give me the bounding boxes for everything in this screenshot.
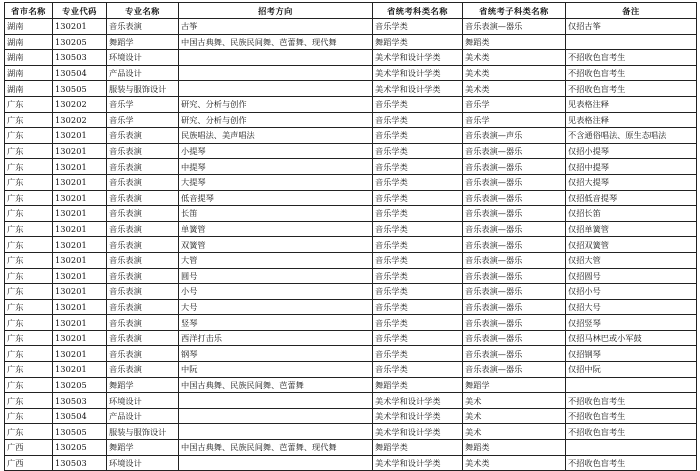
cell-major-name: 音乐表演 xyxy=(107,19,179,35)
cell-remarks: 不招收色盲考生 xyxy=(566,393,697,409)
cell-exam-category: 舞蹈学类 xyxy=(373,377,463,393)
cell-major-code: 130201 xyxy=(53,174,107,190)
cell-exam-category: 音乐学类 xyxy=(373,19,463,35)
cell-exam-subcategory: 音乐表演—器乐 xyxy=(463,206,566,222)
table-body xyxy=(5,19,697,471)
cell-direction: 研究、分析与创作 xyxy=(179,96,373,112)
cell-direction xyxy=(179,408,373,424)
table-row xyxy=(5,190,697,206)
cell-province: 广西 xyxy=(5,440,53,456)
cell-exam-subcategory: 舞蹈类 xyxy=(463,34,566,50)
cell-remarks xyxy=(566,440,697,456)
cell-major-code: 130201 xyxy=(53,221,107,237)
table-row xyxy=(5,455,697,471)
cell-exam-subcategory: 美术类 xyxy=(463,50,566,66)
cell-exam-category: 美术学和设计学类 xyxy=(373,408,463,424)
cell-direction: 中提琴 xyxy=(179,159,373,175)
cell-exam-category: 音乐学类 xyxy=(373,315,463,331)
cell-major-code: 130201 xyxy=(53,128,107,144)
table-row xyxy=(5,128,697,144)
cell-exam-subcategory: 音乐表演—声乐 xyxy=(463,128,566,144)
cell-direction xyxy=(179,65,373,81)
cell-exam-subcategory: 音乐表演—器乐 xyxy=(463,268,566,284)
cell-exam-subcategory: 舞蹈学 xyxy=(463,377,566,393)
cell-major-name: 音乐表演 xyxy=(107,159,179,175)
table-row xyxy=(5,143,697,159)
cell-exam-category: 音乐学类 xyxy=(373,128,463,144)
cell-major-name: 音乐表演 xyxy=(107,268,179,284)
cell-province: 广西 xyxy=(5,455,53,471)
admission-table xyxy=(4,2,697,471)
cell-major-code: 130503 xyxy=(53,393,107,409)
cell-direction: 单簧管 xyxy=(179,221,373,237)
cell-major-code: 130201 xyxy=(53,237,107,253)
cell-province: 广东 xyxy=(5,299,53,315)
cell-remarks: 不招收色盲考生 xyxy=(566,81,697,97)
cell-exam-subcategory: 舞蹈类 xyxy=(463,440,566,456)
cell-province: 广东 xyxy=(5,284,53,300)
cell-province: 广东 xyxy=(5,315,53,331)
cell-direction: 中国古典舞、民族民间舞、芭蕾舞、现代舞 xyxy=(179,34,373,50)
cell-remarks xyxy=(566,34,697,50)
cell-major-code: 130201 xyxy=(53,206,107,222)
cell-exam-subcategory: 音乐学 xyxy=(463,96,566,112)
cell-exam-subcategory: 美术 xyxy=(463,408,566,424)
cell-major-code: 130205 xyxy=(53,34,107,50)
cell-exam-category: 音乐学类 xyxy=(373,112,463,128)
cell-major-name: 音乐表演 xyxy=(107,362,179,378)
cell-major-code: 130504 xyxy=(53,408,107,424)
cell-major-name: 音乐表演 xyxy=(107,128,179,144)
cell-direction: 中阮 xyxy=(179,362,373,378)
cell-exam-category: 美术学和设计学类 xyxy=(373,65,463,81)
cell-remarks: 不招收色盲考生 xyxy=(566,65,697,81)
cell-direction: 民族唱法、美声唱法 xyxy=(179,128,373,144)
cell-remarks: 仅招双簧管 xyxy=(566,237,697,253)
cell-exam-subcategory: 美术类 xyxy=(463,455,566,471)
cell-exam-subcategory: 音乐学 xyxy=(463,112,566,128)
header-remarks: 备注 xyxy=(566,3,697,19)
cell-province: 广东 xyxy=(5,128,53,144)
header-exam-category: 省统考科类名称 xyxy=(373,3,463,19)
cell-major-name: 环境设计 xyxy=(107,455,179,471)
cell-major-code: 130201 xyxy=(53,190,107,206)
cell-exam-category: 音乐学类 xyxy=(373,237,463,253)
cell-major-code: 130201 xyxy=(53,330,107,346)
table-row xyxy=(5,440,697,456)
table-row xyxy=(5,159,697,175)
document-page xyxy=(4,2,696,468)
cell-exam-subcategory: 音乐表演—器乐 xyxy=(463,284,566,300)
cell-exam-category: 音乐学类 xyxy=(373,221,463,237)
cell-remarks: 不含通俗唱法、原生态唱法 xyxy=(566,128,697,144)
cell-exam-category: 音乐学类 xyxy=(373,362,463,378)
cell-major-code: 130504 xyxy=(53,65,107,81)
cell-province: 广东 xyxy=(5,174,53,190)
cell-major-name: 音乐表演 xyxy=(107,346,179,362)
cell-direction: 圆号 xyxy=(179,268,373,284)
cell-exam-category: 音乐学类 xyxy=(373,143,463,159)
cell-major-code: 130201 xyxy=(53,299,107,315)
cell-exam-subcategory: 音乐表演—器乐 xyxy=(463,159,566,175)
cell-major-code: 130201 xyxy=(53,362,107,378)
cell-direction xyxy=(179,81,373,97)
cell-direction xyxy=(179,424,373,440)
cell-remarks: 仅招中阮 xyxy=(566,362,697,378)
cell-major-name: 产品设计 xyxy=(107,65,179,81)
cell-exam-subcategory: 美术类 xyxy=(463,65,566,81)
cell-exam-subcategory: 音乐表演—器乐 xyxy=(463,19,566,35)
table-row xyxy=(5,50,697,66)
cell-remarks: 不招收色盲考生 xyxy=(566,408,697,424)
cell-province: 广东 xyxy=(5,159,53,175)
table-header-row xyxy=(5,3,697,19)
cell-major-code: 130205 xyxy=(53,440,107,456)
table-row xyxy=(5,393,697,409)
header-exam-subcategory: 省统考子科类名称 xyxy=(463,3,566,19)
cell-major-code: 130503 xyxy=(53,50,107,66)
table-row xyxy=(5,346,697,362)
cell-exam-subcategory: 音乐表演—器乐 xyxy=(463,237,566,253)
table-row xyxy=(5,408,697,424)
cell-major-name: 音乐表演 xyxy=(107,315,179,331)
cell-remarks xyxy=(566,377,697,393)
cell-exam-category: 音乐学类 xyxy=(373,190,463,206)
table-row xyxy=(5,424,697,440)
header-major-code: 专业代码 xyxy=(53,3,107,19)
cell-major-name: 服装与服饰设计 xyxy=(107,424,179,440)
cell-exam-category: 美术学和设计学类 xyxy=(373,424,463,440)
cell-exam-subcategory: 美术 xyxy=(463,393,566,409)
cell-major-name: 音乐表演 xyxy=(107,330,179,346)
cell-province: 湖南 xyxy=(5,50,53,66)
cell-major-name: 环境设计 xyxy=(107,50,179,66)
cell-direction: 小提琴 xyxy=(179,143,373,159)
cell-major-name: 服装与服饰设计 xyxy=(107,81,179,97)
table-row xyxy=(5,221,697,237)
cell-major-name: 音乐表演 xyxy=(107,190,179,206)
cell-exam-category: 音乐学类 xyxy=(373,174,463,190)
cell-major-code: 130201 xyxy=(53,315,107,331)
cell-major-name: 音乐表演 xyxy=(107,284,179,300)
cell-major-name: 音乐表演 xyxy=(107,174,179,190)
cell-major-name: 音乐表演 xyxy=(107,206,179,222)
cell-remarks: 仅招大号 xyxy=(566,299,697,315)
cell-exam-category: 美术学和设计学类 xyxy=(373,81,463,97)
cell-direction: 钢琴 xyxy=(179,346,373,362)
cell-direction: 西洋打击乐 xyxy=(179,330,373,346)
cell-major-code: 130503 xyxy=(53,455,107,471)
cell-major-code: 130201 xyxy=(53,346,107,362)
cell-exam-subcategory: 音乐表演—器乐 xyxy=(463,190,566,206)
cell-remarks: 仅招大提琴 xyxy=(566,174,697,190)
cell-major-name: 舞蹈学 xyxy=(107,440,179,456)
table-row xyxy=(5,19,697,35)
cell-remarks: 仅招圆号 xyxy=(566,268,697,284)
cell-province: 湖南 xyxy=(5,81,53,97)
cell-province: 广东 xyxy=(5,408,53,424)
cell-remarks: 仅招长笛 xyxy=(566,206,697,222)
cell-major-code: 130202 xyxy=(53,112,107,128)
cell-province: 广东 xyxy=(5,424,53,440)
table-row xyxy=(5,237,697,253)
cell-direction: 小号 xyxy=(179,284,373,300)
table-row xyxy=(5,377,697,393)
cell-major-name: 音乐表演 xyxy=(107,237,179,253)
cell-exam-subcategory: 音乐表演—器乐 xyxy=(463,174,566,190)
cell-direction xyxy=(179,50,373,66)
table-row xyxy=(5,206,697,222)
cell-remarks: 仅招大管 xyxy=(566,252,697,268)
cell-province: 广东 xyxy=(5,362,53,378)
cell-exam-category: 音乐学类 xyxy=(373,252,463,268)
cell-major-name: 音乐学 xyxy=(107,96,179,112)
cell-exam-subcategory: 音乐表演—器乐 xyxy=(463,252,566,268)
header-province: 省市名称 xyxy=(5,3,53,19)
table-row xyxy=(5,174,697,190)
cell-remarks: 仅招单簧管 xyxy=(566,221,697,237)
cell-exam-category: 音乐学类 xyxy=(373,330,463,346)
table-row xyxy=(5,252,697,268)
table-row xyxy=(5,284,697,300)
cell-direction: 双簧管 xyxy=(179,237,373,253)
cell-direction: 研究、分析与创作 xyxy=(179,112,373,128)
cell-major-code: 130202 xyxy=(53,96,107,112)
cell-exam-subcategory: 音乐表演—器乐 xyxy=(463,315,566,331)
cell-exam-subcategory: 音乐表演—器乐 xyxy=(463,362,566,378)
cell-province: 湖南 xyxy=(5,65,53,81)
cell-exam-category: 音乐学类 xyxy=(373,346,463,362)
cell-exam-category: 舞蹈学类 xyxy=(373,34,463,50)
cell-major-name: 音乐表演 xyxy=(107,221,179,237)
cell-remarks: 不招收色盲考生 xyxy=(566,424,697,440)
cell-major-name: 舞蹈学 xyxy=(107,34,179,50)
cell-direction: 古筝 xyxy=(179,19,373,35)
cell-major-code: 130201 xyxy=(53,143,107,159)
cell-remarks: 仅招中提琴 xyxy=(566,159,697,175)
cell-exam-subcategory: 音乐表演—器乐 xyxy=(463,330,566,346)
cell-province: 广东 xyxy=(5,268,53,284)
cell-direction: 竖琴 xyxy=(179,315,373,331)
cell-exam-category: 音乐学类 xyxy=(373,284,463,300)
cell-remarks: 仅招竖琴 xyxy=(566,315,697,331)
cell-province: 广东 xyxy=(5,330,53,346)
cell-exam-subcategory: 美术类 xyxy=(463,81,566,97)
cell-province: 广东 xyxy=(5,252,53,268)
cell-exam-subcategory: 音乐表演—器乐 xyxy=(463,346,566,362)
table-row xyxy=(5,268,697,284)
cell-direction: 中国古典舞、民族民间舞、芭蕾舞、现代舞 xyxy=(179,440,373,456)
cell-remarks: 仅招钢琴 xyxy=(566,346,697,362)
cell-remarks: 仅招小号 xyxy=(566,284,697,300)
cell-remarks: 见表格注释 xyxy=(566,112,697,128)
cell-direction: 中国古典舞、民族民间舞、芭蕾舞 xyxy=(179,377,373,393)
cell-major-code: 130201 xyxy=(53,284,107,300)
cell-remarks: 仅招马林巴或小军鼓 xyxy=(566,330,697,346)
cell-direction: 大号 xyxy=(179,299,373,315)
cell-exam-category: 美术学和设计学类 xyxy=(373,393,463,409)
cell-remarks: 仅招小提琴 xyxy=(566,143,697,159)
cell-direction: 大提琴 xyxy=(179,174,373,190)
cell-major-name: 产品设计 xyxy=(107,408,179,424)
cell-major-name: 舞蹈学 xyxy=(107,377,179,393)
cell-direction: 长笛 xyxy=(179,206,373,222)
cell-direction xyxy=(179,393,373,409)
table-row xyxy=(5,362,697,378)
cell-province: 广东 xyxy=(5,377,53,393)
cell-exam-category: 舞蹈学类 xyxy=(373,440,463,456)
cell-major-code: 130201 xyxy=(53,268,107,284)
cell-major-code: 130505 xyxy=(53,424,107,440)
cell-exam-category: 音乐学类 xyxy=(373,96,463,112)
table-row xyxy=(5,96,697,112)
cell-exam-category: 美术学和设计学类 xyxy=(373,50,463,66)
cell-province: 广东 xyxy=(5,96,53,112)
cell-remarks: 仅招古筝 xyxy=(566,19,697,35)
cell-exam-category: 音乐学类 xyxy=(373,159,463,175)
table-row xyxy=(5,34,697,50)
cell-major-name: 环境设计 xyxy=(107,393,179,409)
cell-exam-subcategory: 美术 xyxy=(463,424,566,440)
cell-exam-category: 音乐学类 xyxy=(373,206,463,222)
header-major-name: 专业名称 xyxy=(107,3,179,19)
table-row xyxy=(5,112,697,128)
cell-remarks: 仅招低音提琴 xyxy=(566,190,697,206)
cell-major-code: 130205 xyxy=(53,377,107,393)
cell-direction xyxy=(179,455,373,471)
cell-major-name: 音乐学 xyxy=(107,112,179,128)
cell-province: 湖南 xyxy=(5,19,53,35)
table-row xyxy=(5,65,697,81)
cell-major-name: 音乐表演 xyxy=(107,299,179,315)
cell-province: 广东 xyxy=(5,237,53,253)
cell-major-code: 130201 xyxy=(53,252,107,268)
table-row xyxy=(5,330,697,346)
cell-major-code: 130505 xyxy=(53,81,107,97)
cell-remarks: 不招收色盲考生 xyxy=(566,50,697,66)
cell-major-code: 130201 xyxy=(53,159,107,175)
table-row xyxy=(5,315,697,331)
cell-province: 广东 xyxy=(5,221,53,237)
cell-major-name: 音乐表演 xyxy=(107,252,179,268)
cell-major-name: 音乐表演 xyxy=(107,143,179,159)
cell-exam-subcategory: 音乐表演—器乐 xyxy=(463,221,566,237)
cell-province: 广东 xyxy=(5,143,53,159)
table-row xyxy=(5,299,697,315)
cell-exam-subcategory: 音乐表演—器乐 xyxy=(463,299,566,315)
cell-province: 广东 xyxy=(5,206,53,222)
cell-exam-category: 音乐学类 xyxy=(373,268,463,284)
cell-major-code: 130201 xyxy=(53,19,107,35)
cell-exam-subcategory: 音乐表演—器乐 xyxy=(463,143,566,159)
cell-direction: 低音提琴 xyxy=(179,190,373,206)
cell-province: 广东 xyxy=(5,346,53,362)
cell-province: 广东 xyxy=(5,393,53,409)
table-row xyxy=(5,81,697,97)
cell-remarks: 不招收色盲考生 xyxy=(566,455,697,471)
header-direction: 招考方向 xyxy=(179,3,373,19)
cell-province: 湖南 xyxy=(5,34,53,50)
cell-exam-category: 音乐学类 xyxy=(373,299,463,315)
cell-province: 广东 xyxy=(5,190,53,206)
cell-exam-category: 美术学和设计学类 xyxy=(373,455,463,471)
cell-direction: 大管 xyxy=(179,252,373,268)
cell-province: 广东 xyxy=(5,112,53,128)
cell-remarks: 见表格注释 xyxy=(566,96,697,112)
